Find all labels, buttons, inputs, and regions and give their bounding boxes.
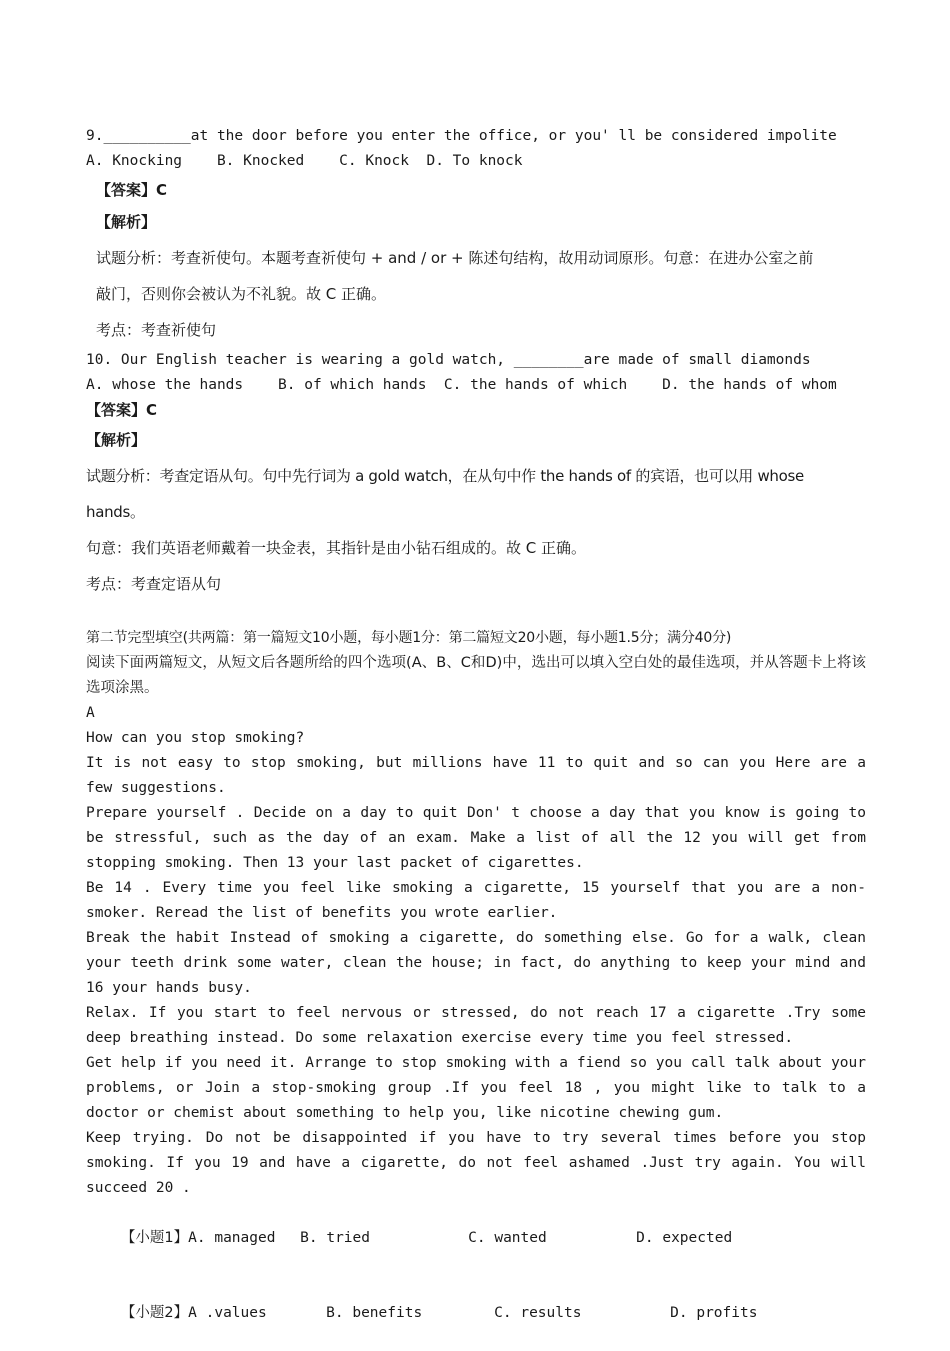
q10-analysis-line-1: 试题分析：考查定语从句。句中先行词为 a gold watch，在从句中作 the hands of 的宾语，也可以用 whose hands。	[86, 467, 804, 521]
option-d: D. expected	[636, 1230, 733, 1246]
small-question-1	[86, 1201, 866, 1276]
q9-options: A. Knocking B. Knocked C. Knock D. To knock	[86, 153, 523, 169]
q9-analysis-line-1: 试题分析：考查祈使句。本题考查祈使句 + and / or + 陈述句结构，故用动词原形。句意：在进办公室之前	[96, 249, 814, 267]
passage-title: How can you stop smoking?	[86, 730, 305, 746]
passage-paragraph: Relax. If you start to feel nervous or stressed, do not reach 17 a cigarette .Try some deep breathing instead. Do some relaxation exercise every time you feel stressed.	[86, 1005, 866, 1046]
q9-analysis-line-2: 敲门，否则你会被认为不礼貌。故 C 正确。	[96, 285, 387, 303]
passage-paragraph: Be 14 . Every time you feel like smoking a cigarette, 15 yourself that you are a non-smoker. Reread the list of benefits you wrote earlier.	[86, 880, 866, 921]
passage-paragraph: It is not easy to stop smoking, but millions have 11 to quit and so can you Here are a few suggestions.	[86, 755, 866, 796]
option-c: C. wanted	[468, 1230, 547, 1246]
option-c: C. results	[494, 1305, 582, 1321]
q10-analysis-label: 【解析】	[86, 431, 147, 449]
small-question-2	[86, 1276, 866, 1351]
option-b: B. benefits	[326, 1305, 423, 1321]
passage-paragraph: Break the habit Instead of smoking a cigarette, do something else. Go for a walk, clean your teeth drink some water, clean the house; in fact, do anything to keep your mind and 16 your hands busy.	[86, 930, 866, 996]
q9-stem: 9.__________at the door before you enter the office, or you' ll be considered impolite	[86, 128, 837, 144]
q9-analysis-label: 【解析】	[96, 213, 157, 231]
q10-point: 考点：考查定语从句	[86, 575, 222, 593]
document-page	[86, 124, 866, 1351]
q10-stem: 10. Our English teacher is wearing a gold watch, ________are made of small diamonds	[86, 352, 811, 368]
q9-answer: 【答案】C	[96, 181, 168, 199]
q10-answer: 【答案】C	[86, 401, 158, 419]
option-b: B. tried	[300, 1230, 370, 1246]
passage-label: A	[86, 705, 95, 721]
q10-analysis-line-2: 句意：我们英语老师戴着一块金表，其指针是由小钻石组成的。故 C 正确。	[86, 539, 587, 557]
section-instruction: 阅读下面两篇短文，从短文后各题所给的四个选项(A、B、C和D)中，选出可以填入空白处的最佳选项，并从答题卡上将该选项涂黑。	[86, 655, 866, 696]
q10-options: A. whose the hands B. of which hands C. the hands of which D. the hands of whom	[86, 377, 837, 393]
option-d: D. profits	[670, 1305, 758, 1321]
option-a: A. managed	[188, 1230, 276, 1246]
section-heading: 第二节完型填空(共两篇：第一篇短文10小题，每小题1分：第二篇短文20小题，每小题1.5分；满分40分)	[86, 630, 732, 646]
q9-point: 考点：考查祈使句	[96, 321, 217, 339]
small-question-label: 【小题1】	[120, 1230, 189, 1246]
passage-paragraph: Prepare yourself . Decide on a day to quit Don' t choose a day that you know is going to be stressful, such as the day of an exam. Make a list of all the 12 you will get from stopping smoking. Then 13 your last packet of cigarettes.	[86, 805, 866, 871]
passage-paragraph: Keep trying. Do not be disappointed if you have to try several times before you stop smoking. If you 19 and have a cigarette, do not feel ashamed .Just try again. You will succeed 20 .	[86, 1130, 866, 1196]
passage-paragraph: Get help if you need it. Arrange to stop smoking with a fiend so you call talk about your problems, or Join a stop-smoking group .If you feel 18 , you might like to talk to a doctor or chemist about something to help you, like nicotine chewing gum.	[86, 1055, 866, 1121]
small-question-label: 【小题2】	[120, 1305, 189, 1321]
option-a: A .values	[188, 1305, 267, 1321]
